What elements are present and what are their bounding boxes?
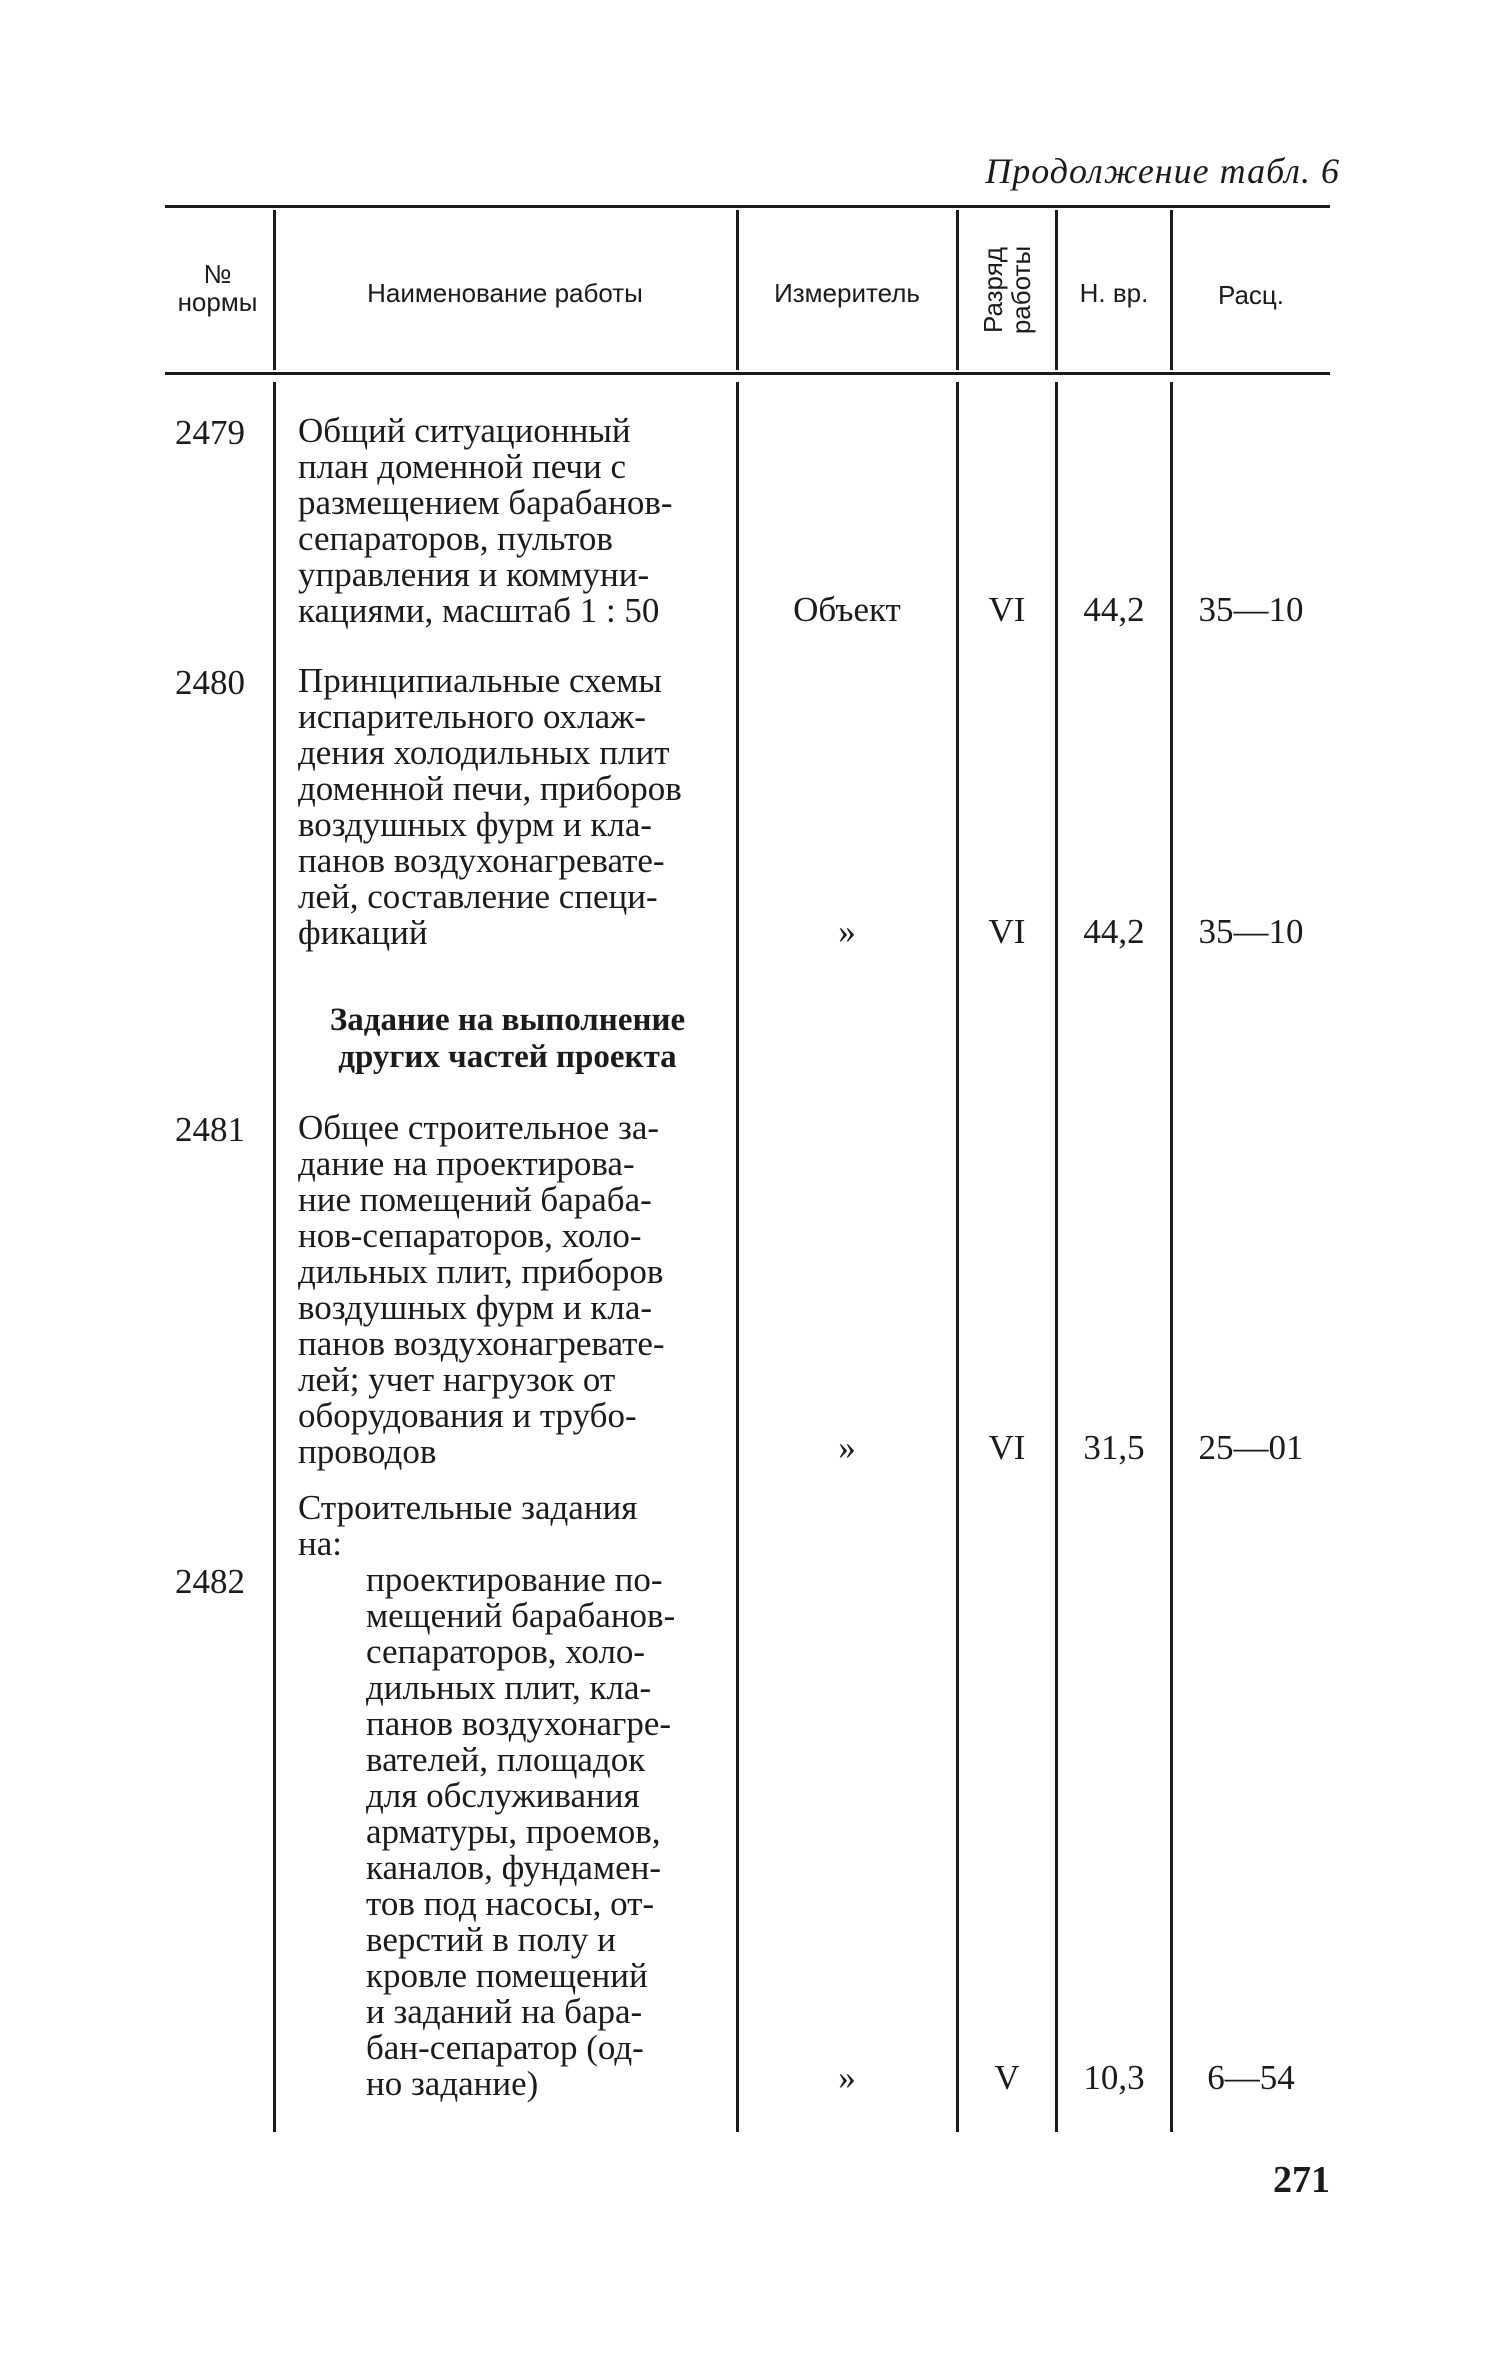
norm-number: 2479 (175, 413, 245, 452)
work-description: проектирование по- мещений барабанов- сепараторов, холо- дильных плит, кла- панов воздухонагре- вателей, площадок для обслуживания арматуры, проемов, каналов, фундамен- тов под насосы, от- верстий в полу и кровле помещений и заданий на бара- бан-сепаратор (од- но задание) (366, 1560, 676, 2103)
table-top-rule (165, 205, 1330, 208)
header-rate: Расц. (1217, 280, 1285, 310)
grade-value: VI (988, 590, 1026, 629)
unit-value: » (838, 912, 856, 951)
header-unit: Измеритель (774, 278, 920, 308)
grade-value: V (994, 2058, 1020, 2097)
header-name: Наименование работы (367, 278, 643, 308)
grade-value: VI (988, 912, 1026, 951)
hours-value: 10,3 (1083, 2058, 1145, 2097)
header-grade: Разряд работы (977, 245, 1036, 335)
col-sep-1 (273, 210, 276, 370)
header-bottom-rule (165, 372, 1330, 375)
rate-value: 6—54 (1207, 2058, 1295, 2097)
col-sep-4 (1055, 210, 1058, 370)
header-grade-cell (962, 215, 1052, 365)
grade-value: VI (988, 1428, 1026, 1467)
header-hours: Н. вр. (1079, 278, 1149, 308)
hours-value: 31,5 (1083, 1428, 1145, 1467)
unit-value: » (838, 2058, 856, 2097)
col-sep-2 (736, 210, 739, 370)
section-heading: Задание на выполнение других частей проекта (329, 1002, 686, 1075)
work-description: Общий ситуационный план доменной печи с размещением барабанов- сепараторов, пультов управления и коммуни- кациями, масштаб 1 : 50 (298, 411, 673, 630)
norm-number: 2480 (175, 663, 245, 702)
norm-number: 2481 (175, 1110, 245, 1149)
col-sep-5-body (1170, 382, 1173, 2132)
norm-number: 2482 (175, 1562, 245, 1601)
continuation-label: Продолжение табл. 6 (985, 151, 1340, 191)
rate-value: 35—10 (1198, 912, 1304, 951)
hours-value: 44,2 (1083, 912, 1145, 951)
rate-value: 35—10 (1198, 590, 1304, 629)
header-number: № нормы (177, 259, 258, 317)
unit-value: Объект (793, 590, 901, 629)
page-number: 271 (1273, 2159, 1330, 2201)
col-sep-3-body (956, 382, 959, 2132)
hours-value: 44,2 (1083, 590, 1145, 629)
rate-value: 25—01 (1198, 1428, 1304, 1467)
work-description: Принципиальные схемы испарительного охлаж- дения холодильных плит доменной печи, приборов воздушных фурм и кла- панов воздухонагревате- лей, составление специ- фикаций (298, 661, 682, 952)
col-sep-5 (1170, 210, 1173, 370)
col-sep-2-body (736, 382, 739, 2132)
work-description: Общее строительное за- дание на проектирова- ние помещений бараба- нов-сепараторов, холо- дильных плит, приборов воздушных фурм и кла- панов воздухонагревате- лей; учет нагрузок от оборудования и трубо- проводов (298, 1108, 665, 1471)
col-sep-1-body (273, 382, 276, 2132)
col-sep-4-body (1055, 382, 1058, 2132)
unit-value: » (838, 1428, 856, 1467)
col-sep-3 (956, 210, 959, 370)
work-intro: Строительные задания на: (298, 1488, 638, 1563)
